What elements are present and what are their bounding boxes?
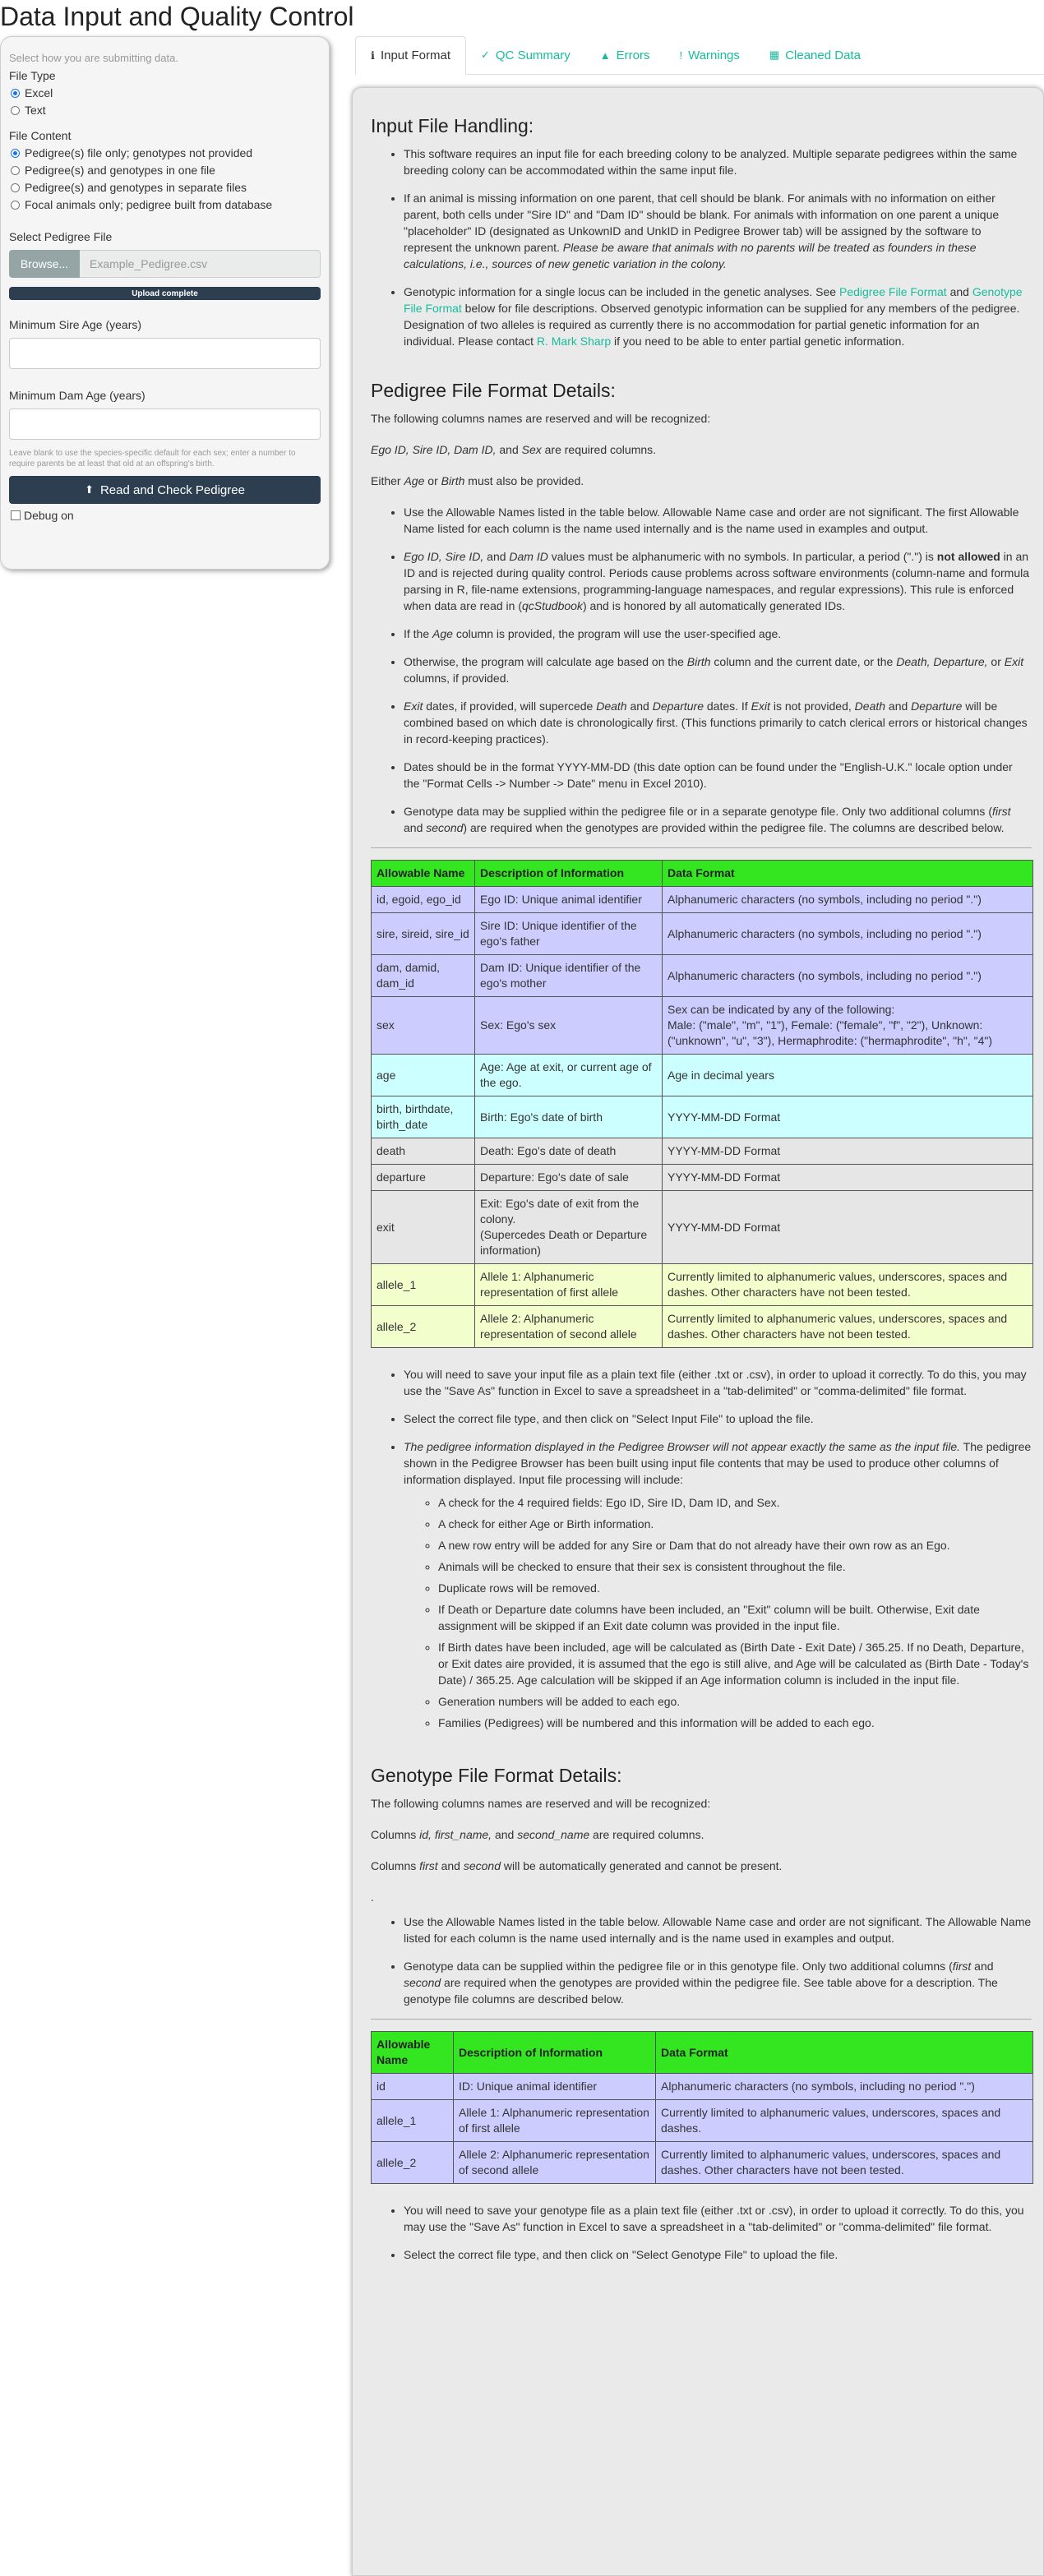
table-cell: departure <box>372 1165 475 1191</box>
table-cell: Dam ID: Unique identifier of the ego's mother <box>475 955 663 997</box>
table-cell: allele_1 <box>372 1264 475 1306</box>
list-item: • Use the Allowable Names listed in the table below. Allowable Name case and order are not significant. The Allowable Name listed for each column is the name used internally and is the name used in examples and output. <box>404 1914 1032 1946</box>
table-cell: Sire ID: Unique identifier of the ego's father <box>475 913 663 955</box>
tab-bar <box>355 36 1044 75</box>
radio-label: Pedigree(s) and genotypes in separate files <box>25 181 247 194</box>
table-cell: allele_2 <box>372 2142 454 2184</box>
pedigree-required-text: Ego ID, Sire ID, Dam ID, and Sex are required columns. <box>371 443 657 456</box>
table-cell: Departure: Ego's date of sale <box>475 1165 663 1191</box>
radio-label: Focal animals only; pedigree built from database <box>25 198 273 211</box>
radio-label: Excel <box>25 86 53 99</box>
genotype-generated-text: Columns first and second will be automatically generated and cannot be present. <box>371 1859 783 1872</box>
sidebar-panel <box>0 36 330 570</box>
table-row <box>372 997 1033 1055</box>
radio-button[interactable] <box>11 149 20 158</box>
table-cell: age <box>372 1055 475 1096</box>
debug-label: Debug on <box>24 509 74 522</box>
table-cell: Currently limited to alphanumeric values, underscores, spaces and dashes. Other characters have not been tested. <box>663 1306 1033 1348</box>
browse-button[interactable]: Browse... <box>9 250 80 278</box>
warning-triangle-icon: ▲ <box>599 48 611 62</box>
table-cell: birth, birthdate, birth_date <box>372 1096 475 1138</box>
pedigree-table-body <box>372 887 1033 1348</box>
min-sire-age-input[interactable] <box>9 338 321 369</box>
table-cell: Allele 2: Alphanumeric representation of second allele <box>475 1306 663 1348</box>
table-cell: dam, damid, dam_id <box>372 955 475 997</box>
list-item: • You will need to save your input file as a plain text file (either .txt or .csv), in order to upload it correctly. To do this, you may use the "Save As" function in Excel to save a spreadsheet in a "tab-delimited" or "comma-delimited" file format. <box>404 1366 1032 1399</box>
list-item: • Select the correct file type, and then click on "Select Input File" to upload the file. <box>404 1410 1032 1427</box>
list-item: ◦ Families (Pedigrees) will be numbered and this information will be added to each ego. <box>438 1715 1032 1731</box>
table-cell: Currently limited to alphanumeric values, underscores, spaces and dashes. Other characters have not been tested. <box>656 2142 1033 2184</box>
table-cell: allele_1 <box>372 2100 454 2142</box>
table-cell: Allele 1: Alphanumeric representation of first allele <box>454 2100 656 2142</box>
table-cell: Currently limited to alphanumeric values, underscores, spaces and dashes. <box>656 2100 1033 2142</box>
table-cell: id <box>372 2074 454 2100</box>
file-type-radio-group <box>9 85 321 119</box>
contact-link[interactable]: R. Mark Sharp <box>536 335 612 348</box>
table-cell: Allele 2: Alphanumeric representation of second allele <box>454 2142 656 2184</box>
radio-label: Text <box>25 104 46 117</box>
table-cell: Alphanumeric characters (no symbols, including no period ".") <box>656 2074 1033 2100</box>
genotype-format-heading: Genotype File Format Details: <box>371 1765 622 1786</box>
debug-checkbox[interactable] <box>11 510 21 520</box>
list-item: • If an animal is missing information on one parent, that cell should be blank. For animals with no information on either parent, both cells under "Sire ID" and "Dam ID" should be blank. For animals with information on one parent a unique "placeholder" ID (designated as UnkownID and UnkID in Pedigree Brower tab) will be assigned by the software to represent the unknown parent. Please be aware that animals with no parents will be treated as founders in these calculations, i.e., sources of new genetic variation in the colony. <box>404 190 1032 272</box>
tab-label: QC Summary <box>495 48 571 62</box>
table-cell: Birth: Ego's date of birth <box>475 1096 663 1138</box>
genotype-required-text: Columns id, first_name, and second_name are required columns. <box>371 1828 704 1841</box>
debug-toggle[interactable] <box>9 509 321 522</box>
select-file-label: Select Pedigree File <box>9 230 113 243</box>
read-and-check-pedigree-button[interactable] <box>9 476 321 504</box>
genotype-upload-list <box>371 2202 1032 2263</box>
file-content-option-separate-files[interactable] <box>9 179 321 196</box>
pedigree-upload-list <box>371 1366 1032 1731</box>
tab-label: Input Format <box>380 48 450 62</box>
pedigree-format-heading: Pedigree File Format Details: <box>371 380 616 401</box>
table-cell: Death: Ego's date of death <box>475 1138 663 1165</box>
file-content-label: File Content <box>9 129 72 142</box>
table-row <box>372 1165 1033 1191</box>
upload-progress-bar: Upload complete <box>9 287 321 300</box>
list-item: • Ego ID, Sire ID, and Dam ID values must be alphanumeric with no symbols. In particular, a period (".") is not allowed in an ID and is rejected during quality control. Periods cause problems across software environments (column-name and formula parsing in R, file-name extensions, programming-language namespaces, and regular expressions). This rule is enforced when data are read in (qcStudbook) and is honored by all automatically generated IDs. <box>404 548 1032 614</box>
list-item: ◦ If Birth dates have been included, age will be calculated as (Birth Date - Exit Date) / 365.25. If no Death, Departure, or Exit dates aire provided, it is assumed that the ego is still alive, and Age will be calculated as (Birth Date - Today's Date) / 365.25. Age calculation will be skipped if an Age information column is included in the input file. <box>438 1639 1032 1688</box>
column-header: Data Format <box>663 861 1033 887</box>
table-cell: Alphanumeric characters (no symbols, including no period ".") <box>663 887 1033 913</box>
table-cell: YYYY-MM-DD Format <box>663 1138 1033 1165</box>
list-item: ◦ A check for the 4 required fields: Ego ID, Sire ID, Dam ID, and Sex. <box>438 1494 1032 1511</box>
table-cell: sex <box>372 997 475 1055</box>
list-item: ◦ Animals will be checked to ensure that their sex is consistent throughout the file. <box>438 1558 1032 1575</box>
column-header: Description of Information <box>475 861 663 887</box>
file-upload-control <box>9 250 321 278</box>
radio-button[interactable] <box>11 183 20 192</box>
tab-label: Warnings <box>688 48 740 62</box>
exclamation-circle-icon: ! <box>679 48 683 62</box>
column-header: Allowable Name <box>372 861 475 887</box>
table-row <box>372 2142 1033 2184</box>
genotype-rules-list <box>371 1914 1032 2007</box>
table-cell: YYYY-MM-DD Format <box>663 1165 1033 1191</box>
button-label: Read and Check Pedigree <box>99 482 245 497</box>
table-row <box>372 1138 1033 1165</box>
table-header-row <box>372 2032 1033 2074</box>
pedigree-file-format-link[interactable]: Pedigree File Format <box>838 285 947 298</box>
min-dam-age-input[interactable] <box>9 409 321 440</box>
tab-qc-summary[interactable] <box>466 36 585 74</box>
file-content-option-pedigree-only[interactable] <box>9 145 321 162</box>
input-format-panel <box>352 87 1044 2576</box>
list-item: ◦ A new row entry will be added for any Sire or Dam that do not already have their own row as an Ego. <box>438 1537 1032 1553</box>
min-dam-age-label: Minimum Dam Age (years) <box>9 389 146 402</box>
table-cell: death <box>372 1138 475 1165</box>
tab-cleaned-data[interactable] <box>755 36 875 74</box>
table-cell: Age in decimal years <box>663 1055 1033 1096</box>
divider <box>371 2019 1032 2020</box>
file-content-radio-group <box>9 145 321 214</box>
genotype-reserved-text: The following columns names are reserved and will be recognized: <box>371 1797 711 1810</box>
table-row <box>372 1306 1033 1348</box>
genotype-columns-table <box>371 2031 1033 2184</box>
table-icon: ▦ <box>769 48 780 61</box>
list-item: • The pedigree information displayed in the Pedigree Browser will not appear exactly the same as the input file. The pedigree shown in the Pedigree Browser has been built using input file contents that may be used to produce other columns of information displayed. Input file processing will include: ◦ A check for the 4 required fields: Ego ID, Sire ID, Dam ID, and Sex. ◦ A check for either Age or Birth information. ◦ A new row entry will be added for any Sire or Dam that do not already have their own row as an Ego. ◦ Animals will be checked to ensure that their sex is consistent throughout the file. ◦ Duplicate rows will be removed. ◦ If Death or Departure date columns have been included, an "Exit" column will be built. Otherwise, Exit date assignment will be skipped if an Exit date column was provided in the input file. ◦ If Birth dates have been included, age will be calculated as (Birth Date - Exit Date) / 365.25. If no Death, Departure, or Exit dates aire provided, it is assumed that the ego is still alive, and Age will be calculated as (Birth Date - Today's Date) / 365.25. Age calculation will be skipped if an Age information column is included in the input file. ◦ Generation numbers will be added to each ego. ◦ Families (Pedigrees) will be numbered and this information will be added to each ego. <box>404 1438 1032 1731</box>
tab-warnings[interactable] <box>664 36 754 74</box>
table-cell: Alphanumeric characters (no symbols, including no period ".") <box>663 955 1033 997</box>
column-header: Allowable Name <box>372 2032 454 2074</box>
file-name-field[interactable]: Example_Pedigree.csv <box>80 250 321 278</box>
list-item: • This software requires an input file for each breeding colony to be analyzed. Multiple separate pedigrees within the same breeding colony can be accommodated within the same input file. <box>404 145 1032 178</box>
tab-input-format[interactable] <box>355 36 466 75</box>
list-item: ◦ A check for either Age or Birth information. <box>438 1516 1032 1532</box>
table-cell: ID: Unique animal identifier <box>454 2074 656 2100</box>
column-header: Data Format <box>656 2032 1033 2074</box>
check-circle-icon: ✓ <box>481 48 490 61</box>
table-cell: Allele 1: Alphanumeric representation of first allele <box>475 1264 663 1306</box>
radio-button[interactable] <box>11 166 20 175</box>
upload-icon: ⬆ <box>85 483 94 496</box>
table-cell: Alphanumeric characters (no symbols, including no period ".") <box>663 913 1033 955</box>
table-cell: sire, sireid, sire_id <box>372 913 475 955</box>
file-content-option-one-file[interactable] <box>9 162 321 179</box>
table-cell: Sex can be indicated by any of the following: Male: ("male", "m", "1"), Female: ("female", "f", "2"), Unknown: ("unknown", "u", "3"), Hermaphrodite: ("hermaphrodite", "h", "4") <box>663 997 1033 1055</box>
list-item: ◦ If Death or Departure date columns have been included, an "Exit" column will be built. Otherwise, Exit date assignment will be skipped if an Exit date column was provided in the input file. <box>438 1601 1032 1634</box>
table-cell: id, egoid, ego_id <box>372 887 475 913</box>
divider <box>371 847 1032 848</box>
list-item: • Genotype data can be supplied within the pedigree file or in this genotype file. Only two additional columns (first and second are required when the genotypes are provided within the pedigree file. See table above for a description. The genotype file columns are described below. <box>404 1958 1032 2007</box>
list-item: • Dates should be in the format YYYY-MM-DD (this date option can be found under the "English-U.K." locale option under the "Format Cells -> Number -> Date" menu in Excel 2010). <box>404 759 1032 792</box>
table-header-row <box>372 861 1033 887</box>
list-item: ◦ Generation numbers will be added to each ego. <box>438 1693 1032 1710</box>
list-item: • Genotypic information for a single locus can be included in the genetic analyses. See Pedigree File Format and Genotype File Format below for file descriptions. Observed genotypic information can be supplied for any members of the pedigree. Designation of two alleles is required as currently there is no accommodation for partial genetic information for an individual. Please contact R. Mark Sharp if you need to be able to enter partial genetic information. <box>404 284 1032 349</box>
genotype-file-format-link[interactable]: Genotype File Format <box>404 285 1023 315</box>
table-cell: exit <box>372 1191 475 1264</box>
pedigree-age-birth-text: Either Age or Birth must also be provided. <box>371 474 584 487</box>
tab-errors[interactable] <box>585 36 665 74</box>
input-file-handling-heading: Input File Handling: <box>371 115 534 136</box>
table-cell: Sex: Ego's sex <box>475 997 663 1055</box>
radio-label: Pedigree(s) file only; genotypes not provided <box>25 146 253 159</box>
table-row <box>372 2074 1033 2100</box>
tab-label: Cleaned Data <box>785 48 861 62</box>
input-handling-list <box>371 145 1032 349</box>
table-row <box>372 1096 1033 1138</box>
file-content-option-focal-animals[interactable] <box>9 196 321 214</box>
column-header: Description of Information <box>454 2032 656 2074</box>
radio-button[interactable] <box>11 201 20 210</box>
file-type-option-excel[interactable] <box>9 85 321 102</box>
file-type-label: File Type <box>9 69 56 82</box>
list-item: ◦ Duplicate rows will be removed. <box>438 1580 1032 1596</box>
list-item: • You will need to save your genotype file as a plain text file (either .txt or .csv), in order to upload it correctly. To do this, you may use the "Save As" function in Excel to save a spreadsheet in a "tab-delimited" or "comma-delimited" file format. <box>404 2202 1032 2235</box>
list-item: • Select the correct file type, and then click on "Select Genotype File" to upload the file. <box>404 2246 1032 2263</box>
sidebar-hint: Select how you are submitting data. <box>9 52 178 64</box>
table-row <box>372 1264 1033 1306</box>
min-sire-age-label: Minimum Sire Age (years) <box>9 318 142 331</box>
info-circle-icon: ℹ <box>371 48 375 62</box>
pedigree-columns-table <box>371 860 1033 1348</box>
table-cell: Ego ID: Unique animal identifier <box>475 887 663 913</box>
file-type-option-text[interactable] <box>9 102 321 119</box>
list-item: • Otherwise, the program will calculate age based on the Birth column and the current date, or the Death, Departure, or Exit columns, if provided. <box>404 653 1032 686</box>
table-row <box>372 2100 1033 2142</box>
list-item: • Exit dates, if provided, will supercede Death and Departure dates. If Exit is not provided, Death and Departure will be combined based on which date is chronologically first. (This functions primarily to catch clerical errors or historical changes in record-keeping practices). <box>404 698 1032 747</box>
tab-label: Errors <box>616 48 650 62</box>
age-help-text: Leave blank to use the species-specific default for each sex; enter a number to require parents be at least that old at an offspring's birth. <box>9 449 296 469</box>
genotype-table-body <box>372 2074 1033 2184</box>
table-cell: Exit: Ego's date of exit from the colony. (Supercedes Death or Departure information) <box>475 1191 663 1264</box>
table-cell: allele_2 <box>372 1306 475 1348</box>
list-item: • If the Age column is provided, the program will use the user-specified age. <box>404 626 1032 642</box>
pedigree-reserved-text: The following columns names are reserved and will be recognized: <box>371 412 711 425</box>
list-item: • Genotype data may be supplied within the pedigree file or in a separate genotype file. Only two additional columns (first and second) are required when the genotypes are provided within the pedigree file. The columns are described below. <box>404 803 1032 836</box>
table-cell: YYYY-MM-DD Format <box>663 1096 1033 1138</box>
table-row <box>372 887 1033 913</box>
processing-steps-list <box>404 1494 1032 1731</box>
table-row <box>372 1055 1033 1096</box>
radio-label: Pedigree(s) and genotypes in one file <box>25 164 215 177</box>
page-title: Data Input and Quality Control <box>0 2 354 31</box>
table-row <box>372 913 1033 955</box>
table-row <box>372 955 1033 997</box>
table-cell: YYYY-MM-DD Format <box>663 1191 1033 1264</box>
table-cell: Currently limited to alphanumeric values, underscores, spaces and dashes. Other characters have not been tested. <box>663 1264 1033 1306</box>
table-cell: Age: Age at exit, or current age of the ego. <box>475 1055 663 1096</box>
table-row <box>372 1191 1033 1264</box>
list-item: • Use the Allowable Names listed in the table below. Allowable Name case and order are not significant. The first Allowable Name listed for each column is the name used internally and is the name used in examples and output. <box>404 504 1032 537</box>
pedigree-rules-list <box>371 504 1032 836</box>
stray-period: . <box>371 1890 374 1904</box>
radio-button[interactable] <box>11 89 20 98</box>
radio-button[interactable] <box>11 106 20 115</box>
